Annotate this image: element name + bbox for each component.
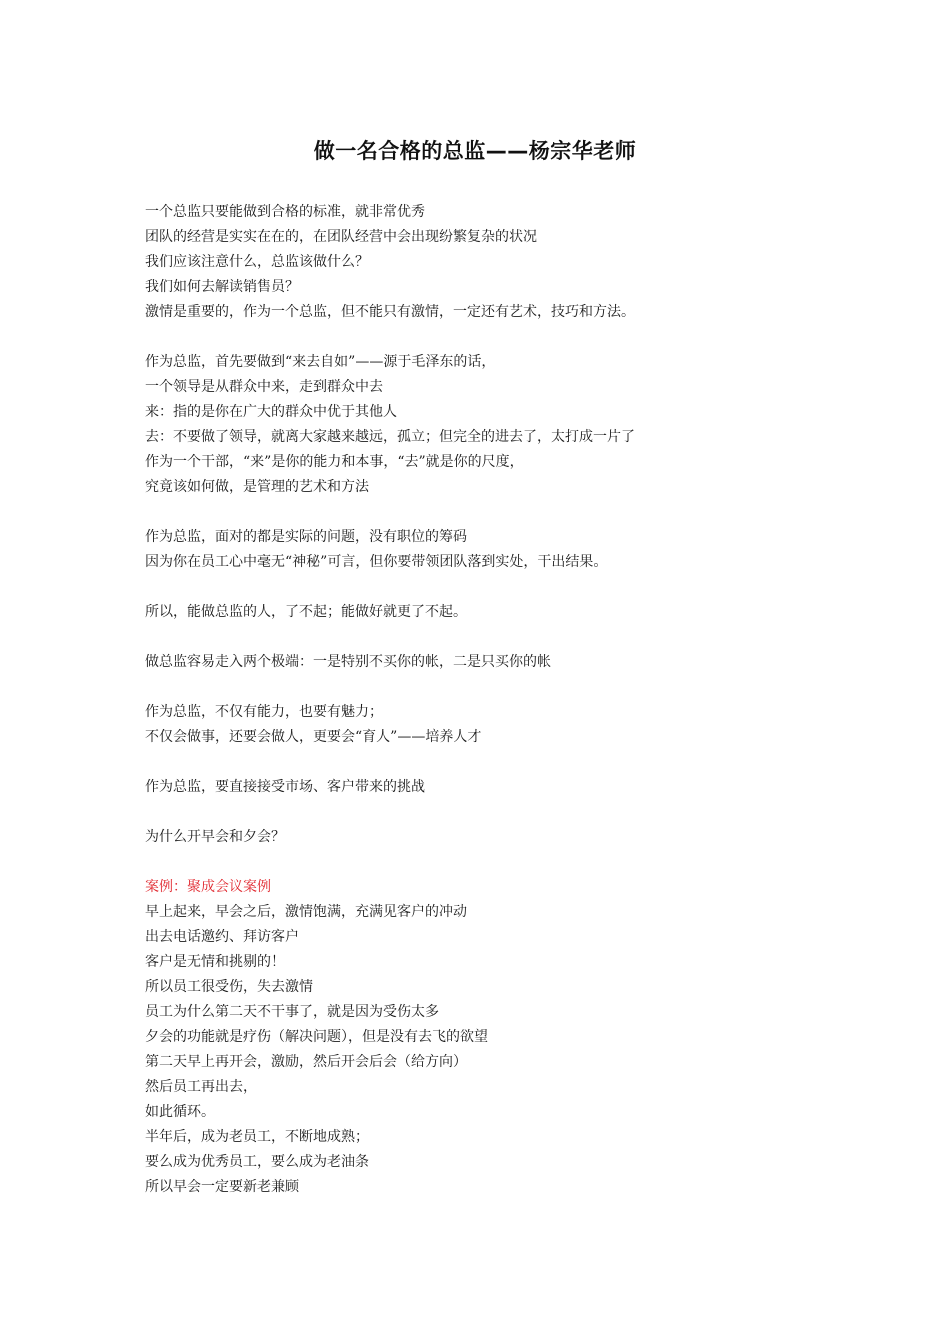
text-line: 所以员工很受伤，失去激情 [145, 979, 313, 995]
paragraph-spacer [145, 575, 825, 600]
text-line: 第二天早上再开会，激励，然后开会后会（给方向） [145, 1054, 467, 1070]
text-line: 所以早会一定要新老兼顾 [145, 1179, 299, 1195]
text-line: 所以，能做总监的人，了不起；能做好就更了不起。 [145, 604, 467, 620]
paragraph-spacer [145, 625, 825, 650]
text-line: 作为总监，不仅有能力，也要有魅力； [145, 704, 383, 720]
paragraph-meetings-question [145, 825, 825, 850]
text-line: 客户是无情和挑剔的！ [145, 954, 285, 970]
text-line: 半年后，成为老员工，不断地成熟； [145, 1129, 369, 1145]
text-line: 如此循环。 [145, 1104, 215, 1120]
text-line: 一个领导是从群众中来，走到群众中去 [145, 379, 383, 395]
paragraph-spacer [145, 750, 825, 775]
text-line: 作为总监，首先要做到“来去自如”——源于毛泽东的话， [145, 354, 496, 370]
text-line: 激情是重要的，作为一个总监，但不能只有激情，一定还有艺术，技巧和方法。 [145, 304, 635, 320]
text-line: 做总监容易走入两个极端：一是特别不买你的帐，二是只买你的帐 [145, 654, 551, 670]
paragraph-spacer [145, 675, 825, 700]
text-line: 来：指的是你在广大的群众中优于其他人 [145, 404, 397, 420]
text-line: 夕会的功能就是疗伤（解决问题），但是没有去飞的欲望 [145, 1029, 488, 1045]
paragraph-spacer [145, 850, 825, 875]
text-line: 出去电话邀约、拜访客户 [145, 929, 299, 945]
paragraph-remarkable [145, 600, 825, 625]
text-line: 我们应该注意什么，总监该做什么？ [145, 254, 369, 270]
paragraph-real-problems [145, 525, 825, 575]
paragraph-intro [145, 200, 825, 325]
case-heading: 案例：聚成会议案例 [145, 879, 271, 895]
paragraph-case-study [145, 875, 825, 1200]
text-line: 究竟该如何做，是管理的艺术和方法 [145, 479, 369, 495]
text-line: 一个总监只要能做到合格的标准，就非常优秀 [145, 204, 425, 220]
text-line: 作为总监，面对的都是实际的问题，没有职位的筹码 [145, 529, 467, 545]
document-body [145, 200, 825, 1200]
text-line: 团队的经营是实实在在的，在团队经营中会出现纷繁复杂的状况 [145, 229, 537, 245]
text-line: 作为总监，要直接接受市场、客户带来的挑战 [145, 779, 425, 795]
text-line: 我们如何去解读销售员？ [145, 279, 299, 295]
document-title: 做一名合格的总监——杨宗华老师 [313, 139, 637, 163]
paragraph-spacer [145, 800, 825, 825]
text-line: 早上起来，早会之后，激情饱满，充满见客户的冲动 [145, 904, 467, 920]
paragraph-come-and-go [145, 350, 825, 500]
paragraph-spacer [145, 325, 825, 350]
text-line: 然后员工再出去， [145, 1079, 257, 1095]
paragraph-two-extremes [145, 650, 825, 675]
paragraph-market-challenge [145, 775, 825, 800]
text-line: 要么成为优秀员工，要么成为老油条 [145, 1154, 369, 1170]
paragraph-ability-charm [145, 700, 825, 750]
text-line: 为什么开早会和夕会？ [145, 829, 285, 845]
text-line: 作为一个干部，“来”是你的能力和本事，“去”就是你的尺度， [145, 454, 524, 470]
text-line: 员工为什么第二天不干事了，就是因为受伤太多 [145, 1004, 439, 1020]
text-line: 因为你在员工心中毫无“神秘”可言，但你要带领团队落到实处，干出结果。 [145, 554, 608, 570]
text-line: 不仅会做事，还要会做人，更要会“育人”——培养人才 [145, 729, 482, 745]
paragraph-spacer [145, 500, 825, 525]
text-line: 去：不要做了领导，就离大家越来越远，孤立；但完全的进去了，太打成一片了 [145, 429, 635, 445]
